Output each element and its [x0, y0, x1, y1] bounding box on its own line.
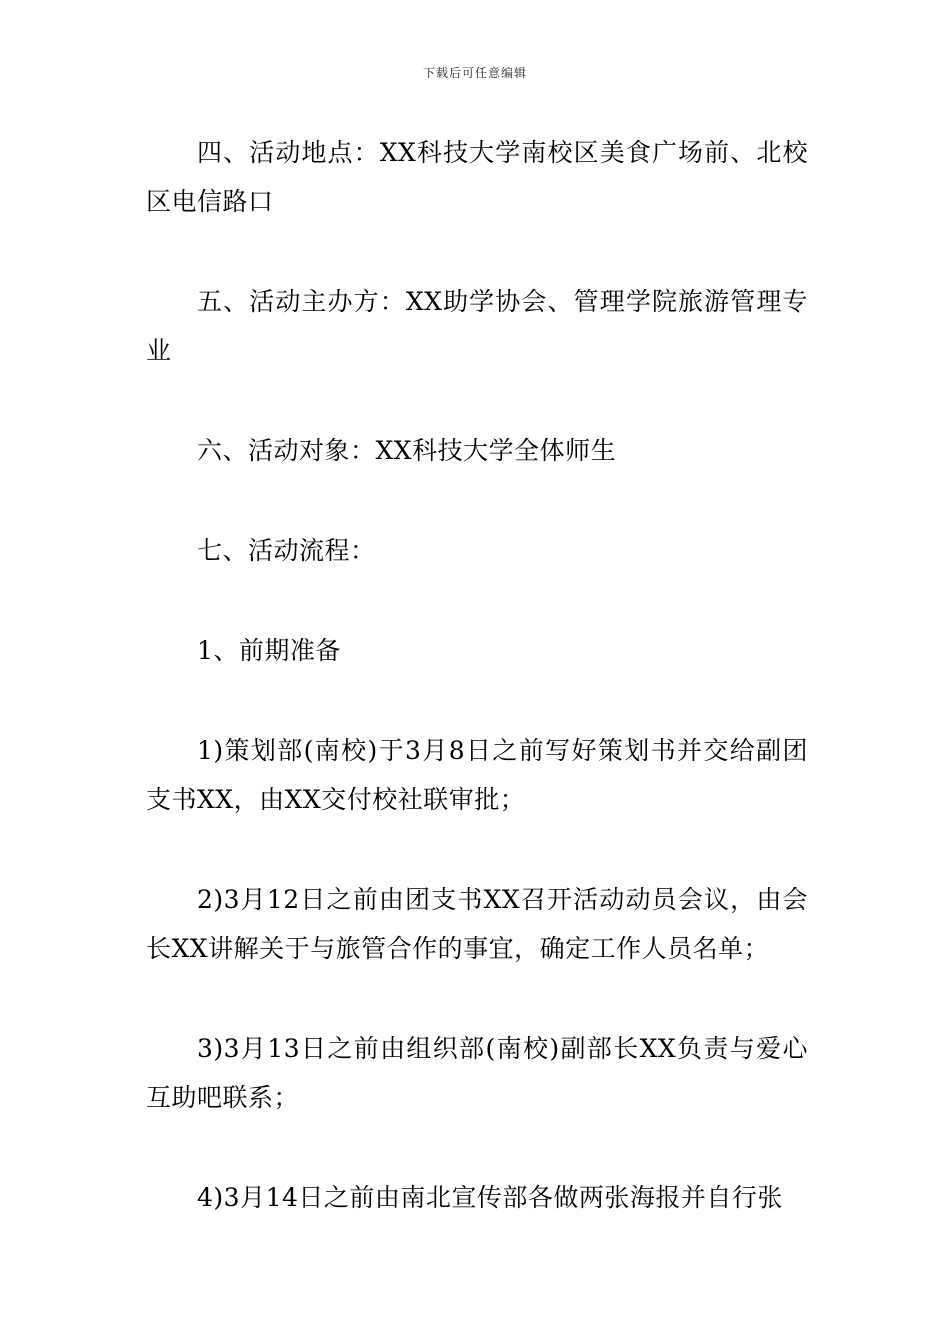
- paragraph-step-2: 2)3月12日之前由团支书XX召开活动动员会议，由会长XX讲解关于与旅管合作的事宜，确定工作人员名单；: [146, 885, 808, 963]
- paragraph-audience: 六、活动对象：XX科技大学全体师生: [197, 436, 617, 465]
- paragraph-organizer: 五、活动主办方：XX助学协会、管理学院旅游管理专业: [146, 287, 808, 365]
- paragraph-step-4: 4)3月14日之前由南北宣传部各做两张海报并自行张: [197, 1183, 783, 1212]
- paragraph-preparation-heading: 1、前期准备: [197, 636, 341, 665]
- paragraph-step-1: 1)策划部(南校)于3月8日之前写好策划书并交给副团支书XX，由XX交付校社联审批；: [146, 736, 808, 814]
- paragraph-process-heading: 七、活动流程：: [197, 536, 376, 565]
- paragraph-location: 四、活动地点：XX科技大学南校区美食广场前、北校区电信路口: [146, 138, 808, 216]
- document-body: [146, 128, 808, 1273]
- paragraph-step-3: 3)3月13日之前由组织部(南校)副部长XX负责与爱心互助吧联系；: [146, 1034, 808, 1112]
- header-note: 下载后可任意编辑: [422, 66, 527, 80]
